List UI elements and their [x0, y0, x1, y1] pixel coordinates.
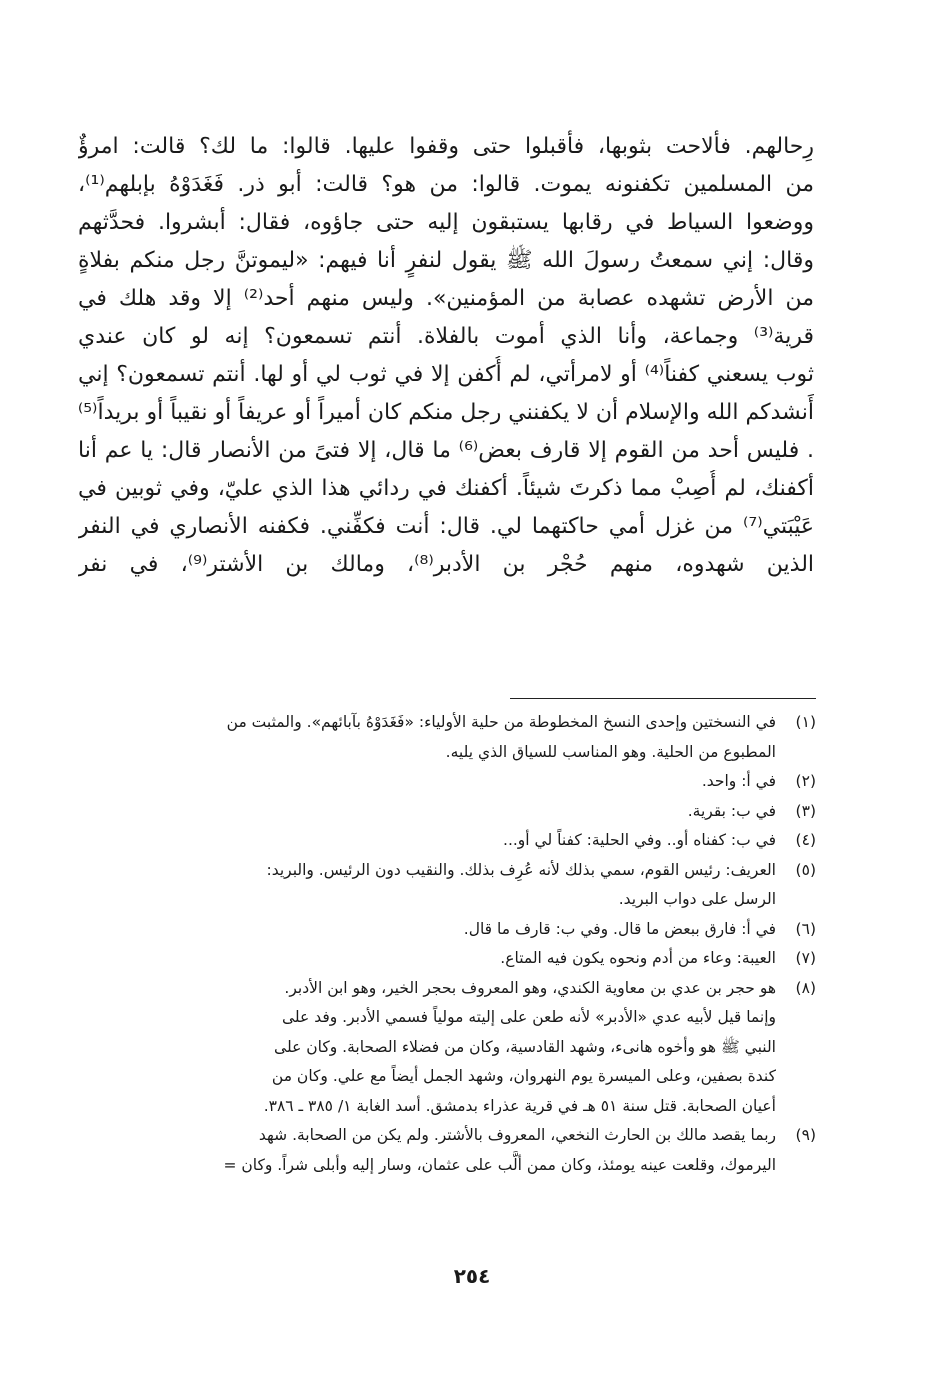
- main-text-line: عَيْبَتي⁽⁷⁾ من غزل أمي حاكتهما لي. قال: أنت فكفِّني. فكفنه الأنصاري في النفر: [78, 514, 814, 539]
- footnote-6: [78, 915, 816, 945]
- footnote-line: في أ: فارق ببعض ما قال. وفي ب: قارف ما قال.: [463, 919, 776, 938]
- main-text-line: الذين شهدوه، منهم حُجْر بن الأدبر⁽⁸⁾، ومالك بن الأشتر⁽⁹⁾، في نفر: [78, 552, 814, 577]
- main-text-line: أَنشدكم الله والإسلام أن لا يكفنني رجل منكم كان أميراً أو عريفاً أو نقيباً أو بريداً⁽⁵⁾: [78, 400, 814, 425]
- footnote-number: (٥): [795, 860, 816, 879]
- footnote-line: أعيان الصحابة. قتل سنة ٥١ هـ في قرية عذراء بدمشق. أسد الغابة ١/ ٣٨٥ ـ ٣٨٦.: [263, 1096, 776, 1115]
- footnote-9: [78, 1121, 816, 1180]
- main-text-line: ثوب يسعني كفناً⁽⁴⁾ أو لامرأتي، لم أُكفن إلا في ثوب لي أو لها. أنتم تسمعون؟ إني: [78, 362, 814, 387]
- footnote-line: في ب: كفناه أو.. وفي الحلية: كفناً لي أو...: [503, 831, 776, 849]
- footnote-line: المطبوع من الحلية. وهو المناسب للسياق الذي يليه.: [445, 742, 776, 761]
- footnote-5: [78, 856, 816, 915]
- footnote-line: في النسختين وإحدى النسخ المخطوطة من حلية الأولياء: «فَغَدَوْهُ بآبائهم». والمثبت من: [226, 713, 776, 731]
- footnote-number: (٢): [795, 772, 816, 790]
- footnote-4: [78, 826, 816, 856]
- main-text-line: وقال: إني سمعتُ رسولَ الله ﷺ يقول لنفرٍ أنا فيهم: «ليموتنَّ رجل منكم بفلاةٍ: [78, 248, 814, 273]
- footnote-line: وإنما قيل لأبيه عدي «الأدبر» لأنه طعن على إليته مولياً فسمي الأدبر. وفد على: [282, 1008, 776, 1026]
- main-text-line: قرية⁽³⁾ وجماعة، وأنا الذي أموت بالفلاة. أنتم تسمعون؟ إنه لو كان عندي: [78, 324, 814, 349]
- footnote-number: (٧): [795, 949, 816, 967]
- footnotes: [78, 708, 816, 1180]
- footnote-line: كندة بصفين، وعلى الميسرة يوم النهروان، وشهد الجمل أيضاً مع علي. وكان من: [271, 1067, 776, 1085]
- main-text-line: من المسلمين تكفنونه يموت. قالوا: من هو؟ قالت: أبو ذر. فَغَدَوْهُ بإبلهم⁽¹⁾،: [78, 172, 814, 197]
- main-text-line: رِحالهم. فألاحت بثوبها، فأقبلوا حتى وقفوا عليها. قالوا: ما لك؟ قالت: امرؤٌ: [78, 134, 814, 159]
- footnote-number: (٣): [795, 801, 816, 820]
- footnote-line: في ب: بقرية.: [687, 801, 776, 820]
- footnote-line: اليرموك، وقلعت عينه يومئذ، وكان ممن ألَّب على عثمان، وسار إليه وأبلى شراً. وكان =: [223, 1155, 776, 1174]
- footnote-2: [78, 767, 816, 797]
- footnote-8: [78, 974, 816, 1122]
- page-number: ٢٥٤: [453, 1264, 491, 1288]
- footnote-number: (٦): [795, 919, 816, 938]
- footnote-line: النبي ﷺ هو وأخوه هانىء، وشهد القادسية، وكان من فضلاء الصحابة. وكان على: [274, 1037, 776, 1056]
- footnote-line: هو حجر بن عدي بن معاوية الكندي، وهو المعروف بحجر الخير، وهو ابن الأدبر.: [284, 978, 776, 997]
- footnote-1: [78, 708, 816, 767]
- main-text-line: . فليس أحد من القوم إلا قارف بعض⁽⁶⁾ ما قال، إلا فتىً من الأنصار قال: يا عم أنا: [78, 438, 814, 463]
- footnote-3: [78, 797, 816, 827]
- main-text: [78, 128, 814, 584]
- footnote-line: العريف: رئيس القوم، سمي بذلك لأنه عُرِف بذلك. والنقيب دون الرئيس. والبريد:: [266, 860, 776, 879]
- footnote-number: (١): [795, 713, 816, 731]
- footnote-line: الرسل على دواب البريد.: [618, 890, 776, 908]
- footnote-line: في أ: واحد.: [701, 772, 776, 790]
- main-text-line: ووضعوا السياط في رقابها يستبقون إليه حتى جاؤوه، فقال: أبشروا. فحدَّثهم: [78, 210, 814, 235]
- main-text-line: من الأرض تشهده عصابة من المؤمنين». وليس منهم أحد⁽²⁾ إلا وقد هلك في: [78, 286, 814, 311]
- footnote-divider: [510, 698, 816, 699]
- footnote-number: (٨): [795, 978, 816, 997]
- main-text-line: أكفنك، لم أُصِبْ مما ذكرتَ شيئاً. أكفنك في ردائي هذا الذي عليّ، وفي ثوبين في: [78, 476, 814, 501]
- footnote-line: العيبة: وعاء من أدم ونحوه يكون فيه المتاع.: [500, 949, 776, 967]
- footnote-7: [78, 944, 816, 974]
- footnote-line: ربما يقصد مالك بن الحارث النخعي، المعروف بالأشتر. ولم يكن من الصحابة. شهد: [258, 1126, 776, 1144]
- footnote-number: (٩): [795, 1126, 816, 1144]
- footnote-number: (٤): [795, 831, 816, 849]
